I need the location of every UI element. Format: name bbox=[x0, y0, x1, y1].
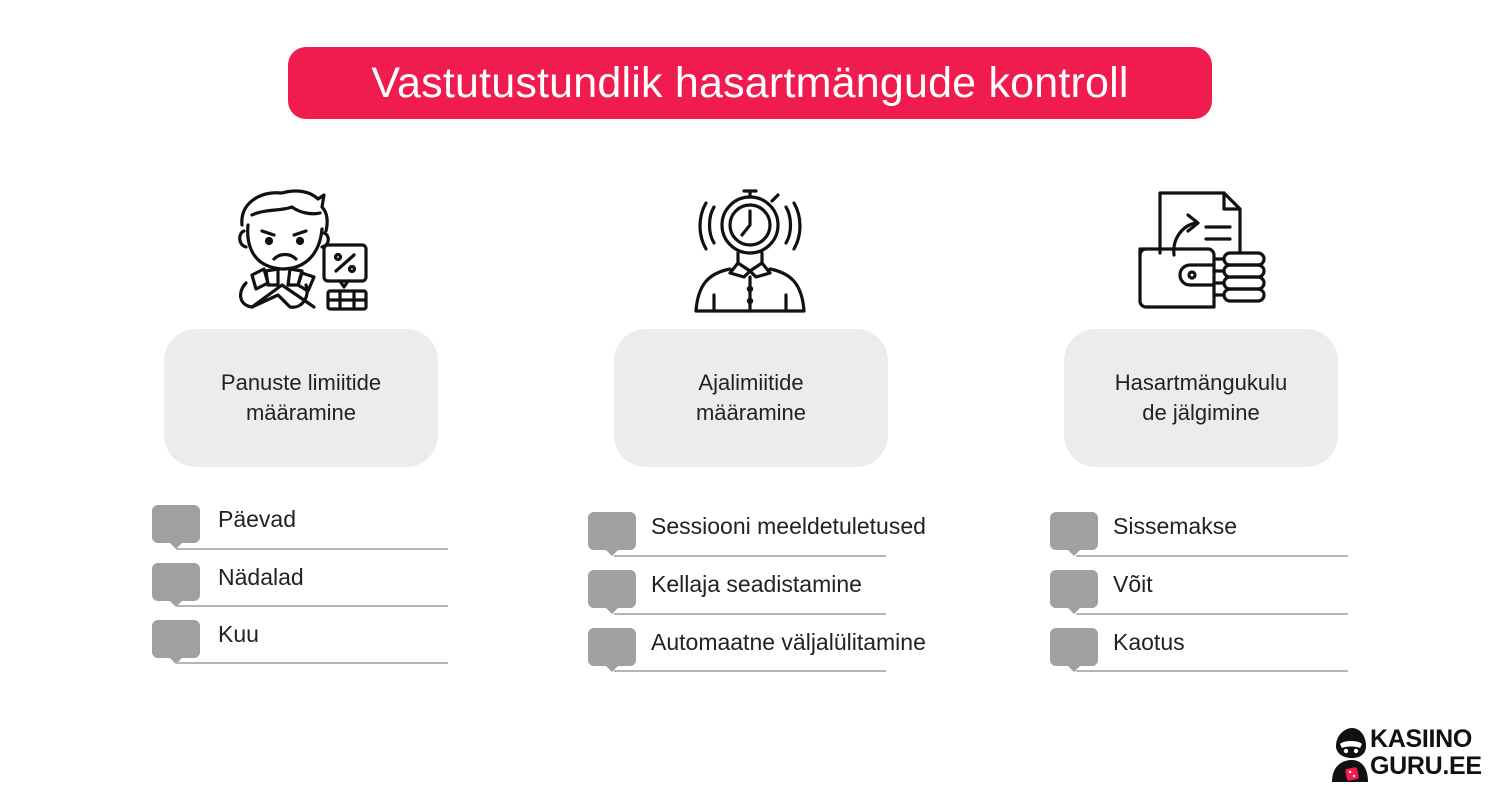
speech-bubble-icon bbox=[1050, 628, 1098, 664]
divider bbox=[614, 555, 886, 557]
speech-bubble-icon bbox=[152, 620, 200, 656]
column-time-limits bbox=[530, 0, 970, 800]
divider bbox=[1076, 670, 1348, 672]
page-title: Vastutustundlik hasartmängude kontroll bbox=[371, 58, 1129, 107]
divider bbox=[176, 548, 448, 550]
speech-bubble-icon bbox=[152, 563, 200, 599]
list-item-text: Sessiooni meeldetuletused bbox=[651, 513, 926, 539]
divider bbox=[1076, 555, 1348, 557]
kasiinoguru-logo[interactable] bbox=[1330, 722, 1480, 788]
divider bbox=[176, 605, 448, 607]
speech-bubble-icon bbox=[1050, 512, 1098, 548]
divider bbox=[614, 613, 886, 615]
divider bbox=[614, 670, 886, 672]
stopwatch-head-icon bbox=[680, 185, 820, 315]
column-bet-limits bbox=[80, 0, 520, 800]
speech-bubble-icon bbox=[588, 628, 636, 664]
wallet-coins-icon bbox=[1130, 185, 1270, 315]
list-item-text: Sissemakse bbox=[1113, 513, 1237, 539]
list-item-text: Kaotus bbox=[1113, 629, 1185, 655]
guru-mascot-icon bbox=[1330, 726, 1370, 784]
speech-bubble-icon bbox=[152, 505, 200, 541]
logo-line-2: GURU.EE bbox=[1370, 752, 1482, 780]
column-label: Hasartmängukulu de jälgimine bbox=[1114, 370, 1288, 425]
speech-bubble-icon bbox=[1050, 570, 1098, 606]
column-label: Panuste limiitide määramine bbox=[220, 370, 382, 425]
column-label: Ajalimiitide määramine bbox=[695, 370, 807, 425]
list-item-text: Päevad bbox=[218, 506, 297, 532]
speech-bubble-icon bbox=[588, 512, 636, 548]
divider bbox=[176, 662, 448, 664]
frustrated-gambler-icon bbox=[230, 185, 370, 315]
speech-bubble-icon bbox=[588, 570, 636, 606]
list-item-text: Kuu bbox=[218, 621, 259, 647]
logo-line-1: KASIINO bbox=[1370, 725, 1473, 753]
logo-wordmark bbox=[1370, 726, 1482, 780]
label-box bbox=[164, 329, 438, 467]
label-box bbox=[1064, 329, 1338, 467]
column-spending-tracking bbox=[980, 0, 1420, 800]
label-box bbox=[614, 329, 888, 467]
list-item-text: Nädalad bbox=[218, 564, 304, 590]
divider bbox=[1076, 613, 1348, 615]
list-item-text: Automaatne väljalülitamine bbox=[651, 629, 926, 655]
list-item-text: Kellaja seadistamine bbox=[651, 571, 862, 597]
list-item-text: Võit bbox=[1113, 571, 1153, 597]
